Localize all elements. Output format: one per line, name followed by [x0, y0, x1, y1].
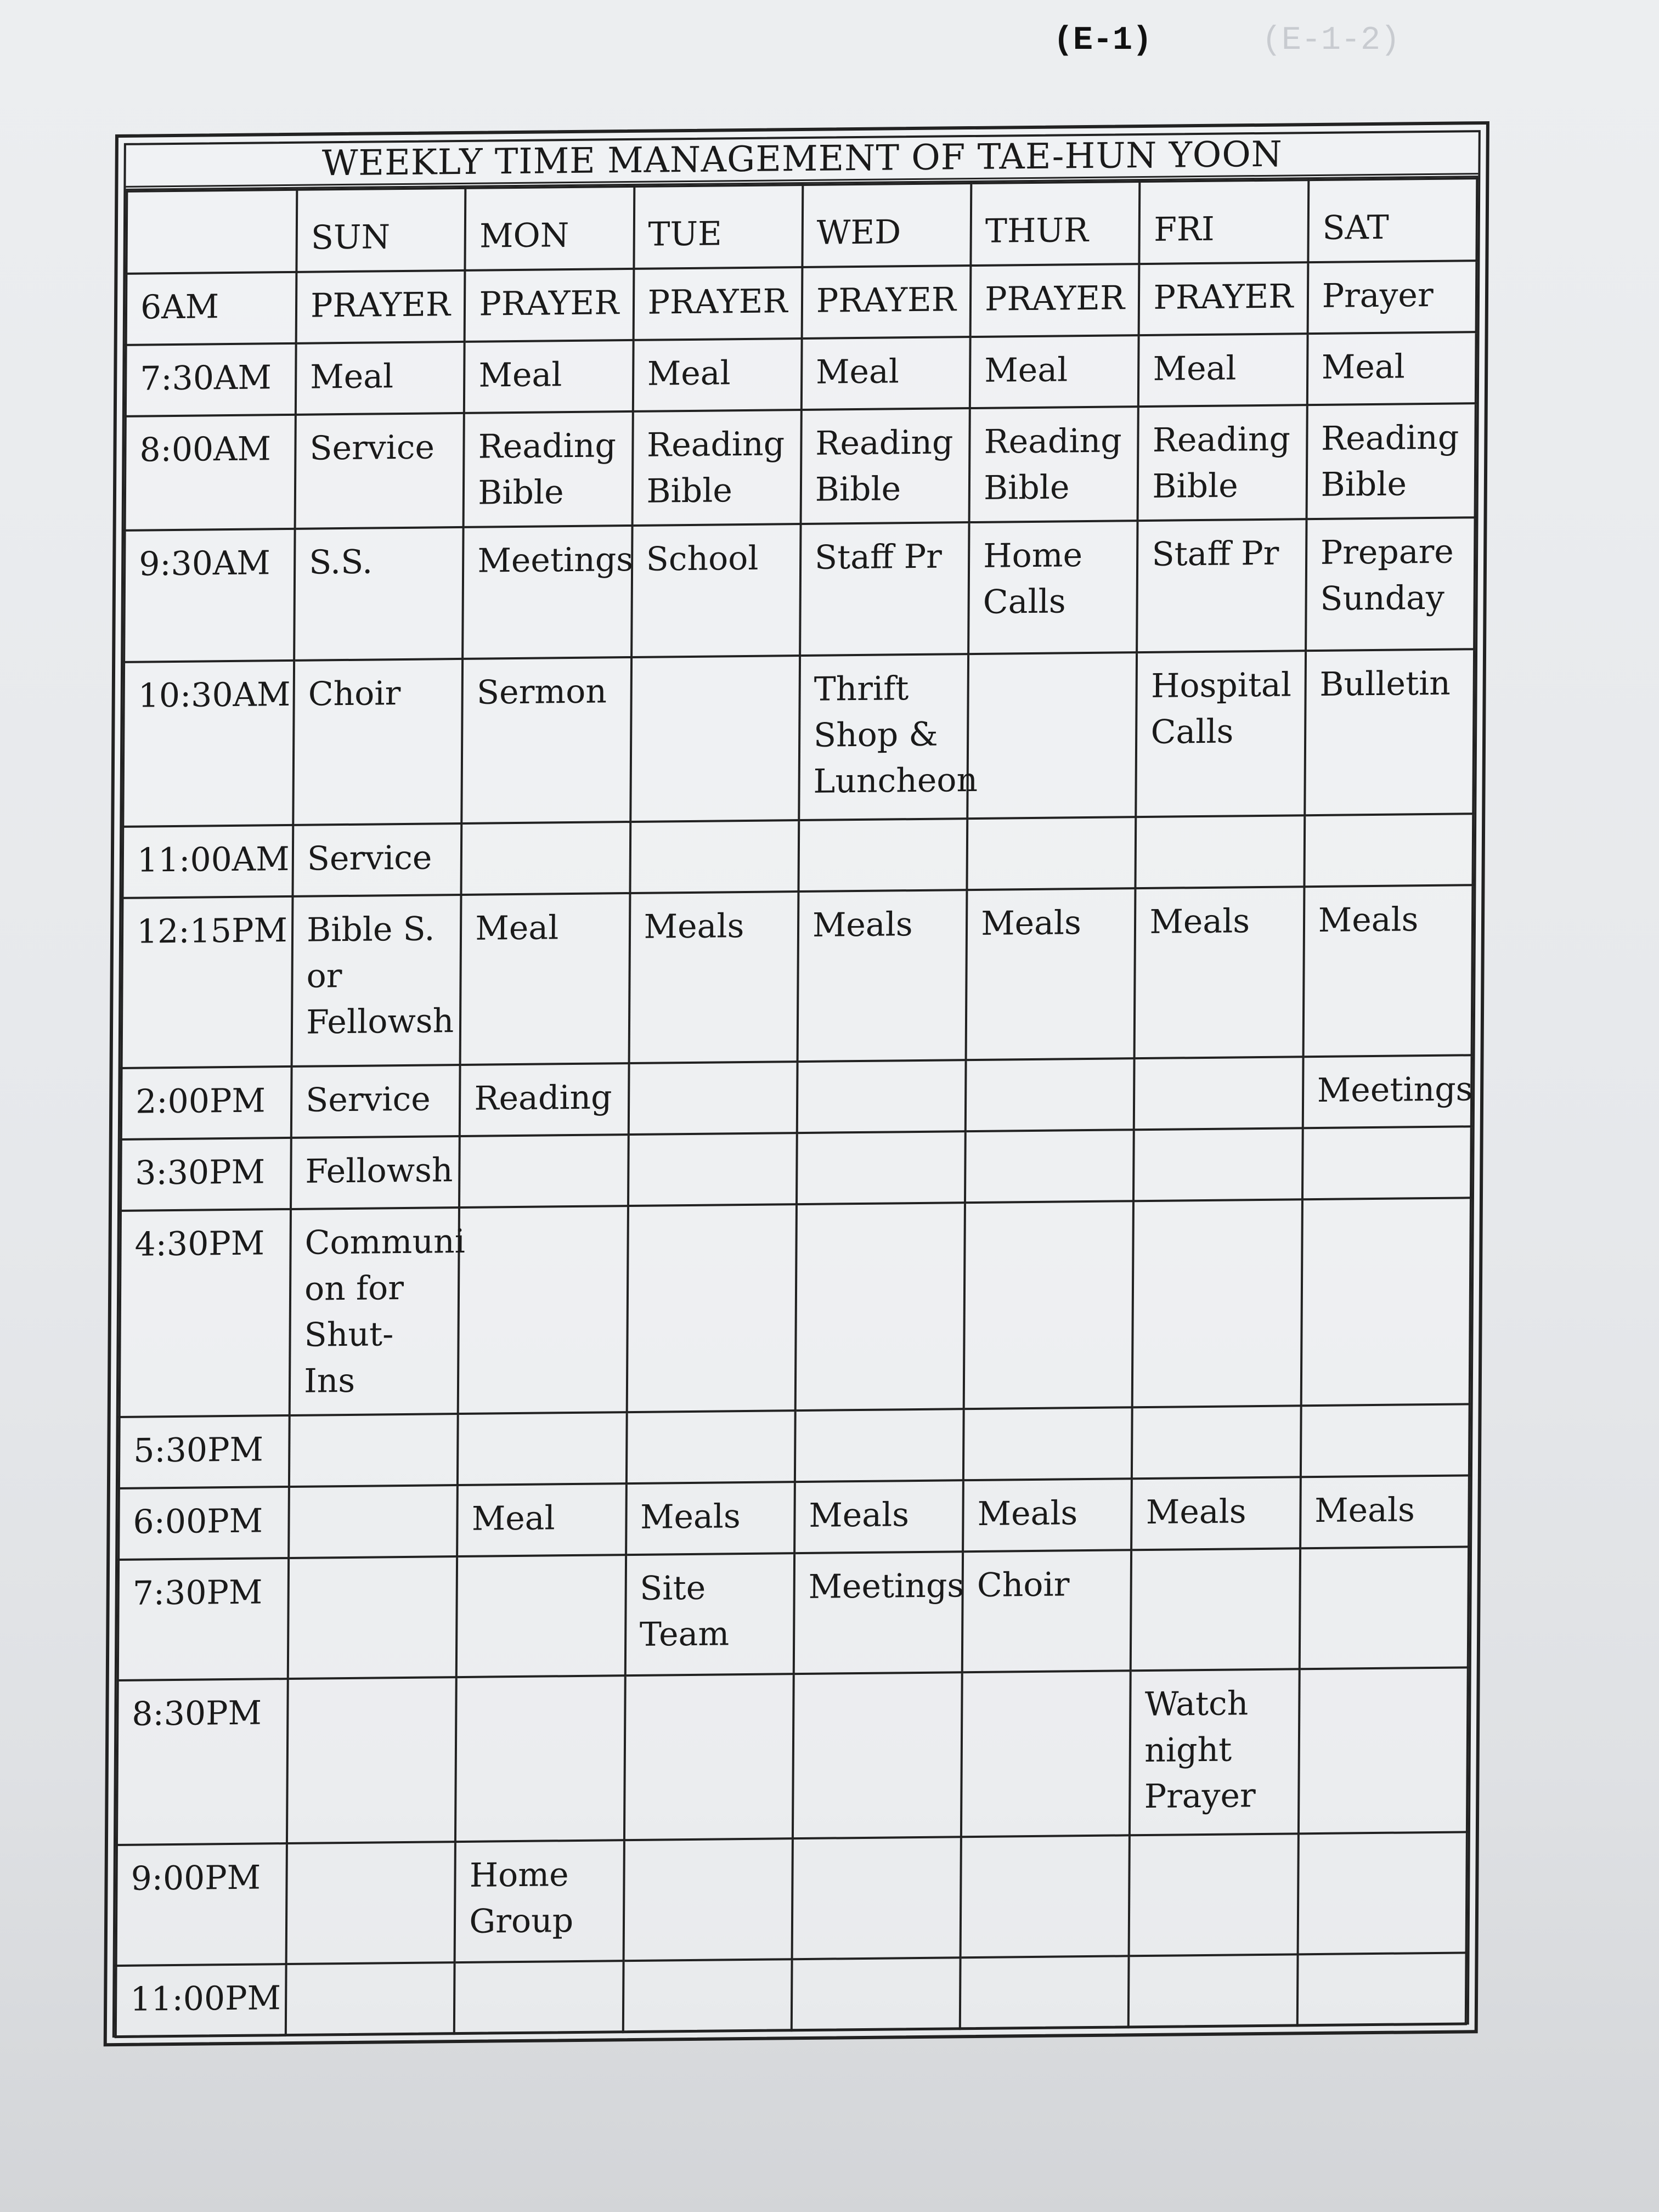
activity-cell: PRAYER	[970, 264, 1139, 337]
activity-cell: Prepare Sunday	[1306, 517, 1475, 651]
activity-cell	[1128, 1954, 1297, 2027]
activity-cell: Meal	[633, 338, 802, 411]
activity-cell: Meals	[797, 890, 967, 1062]
activity-cell	[1136, 815, 1305, 888]
schedule-row	[126, 332, 1476, 416]
activity-cell	[1132, 1406, 1301, 1479]
schedule-row	[125, 403, 1476, 531]
activity-cell	[627, 1204, 797, 1412]
day-header: FRI	[1139, 180, 1308, 264]
activity-cell: Service	[292, 823, 461, 896]
activity-cell	[967, 652, 1137, 819]
activity-cell: Meals	[626, 1482, 795, 1555]
activity-cell: Bulletin	[1305, 649, 1474, 815]
time-label: 4:30PM	[120, 1209, 291, 1417]
activity-cell: Meetings	[462, 526, 632, 659]
activity-cell	[1132, 1199, 1302, 1407]
activity-cell	[286, 1962, 455, 2035]
activity-cell: Watch night Prayer	[1130, 1669, 1299, 1835]
activity-cell	[289, 1414, 458, 1487]
schedule-row	[121, 1055, 1472, 1139]
activity-cell: Service	[295, 413, 465, 529]
activity-cell: Home Group	[455, 1840, 624, 1962]
activity-cell	[288, 1556, 458, 1679]
activity-cell: PRAYER	[465, 269, 634, 342]
activity-cell	[1304, 814, 1473, 887]
time-label: 9:00PM	[116, 1843, 287, 1966]
time-label: 6:00PM	[119, 1487, 289, 1560]
activity-cell	[630, 656, 800, 822]
day-header: MON	[465, 187, 634, 270]
activity-cell: Fellowsh	[291, 1136, 460, 1209]
activity-cell: School	[631, 524, 801, 657]
schedule-frame	[104, 121, 1489, 2046]
activity-cell	[963, 1407, 1132, 1480]
activity-cell: Meetings	[794, 1551, 963, 1674]
activity-cell: Home Calls	[968, 521, 1138, 654]
day-header: WED	[802, 183, 971, 267]
activity-cell: Meal	[457, 1483, 626, 1556]
activity-cell	[289, 1485, 458, 1558]
time-label: 7:30PM	[118, 1558, 289, 1680]
activity-cell: Meals	[963, 1479, 1132, 1551]
activity-cell	[1299, 1667, 1468, 1833]
activity-cell: Prayer	[1307, 261, 1476, 334]
activity-cell	[623, 1838, 793, 1961]
activity-cell: Reading Bible	[969, 407, 1139, 522]
time-label: 12:15PM	[122, 896, 293, 1068]
schedule-row	[122, 814, 1473, 898]
activity-cell	[1133, 1128, 1302, 1201]
activity-cell	[455, 1675, 625, 1842]
activity-cell: Meetings	[1302, 1055, 1471, 1128]
activity-cell: Staff Pr	[1137, 519, 1306, 652]
time-label: 8:30PM	[117, 1679, 288, 1845]
day-header: TUE	[634, 185, 803, 269]
time-header-cell	[126, 190, 297, 274]
activity-cell: Meals	[966, 888, 1136, 1060]
activity-cell: Reading Bible	[464, 411, 633, 527]
time-label: 11:00AM	[122, 825, 293, 898]
activity-cell	[454, 1961, 623, 2034]
time-label: 5:30PM	[119, 1415, 290, 1488]
activity-cell	[792, 1837, 961, 1959]
activity-cell: PRAYER	[296, 270, 465, 343]
activity-cell: Meal	[802, 337, 970, 410]
time-label: 7:30AM	[126, 343, 296, 416]
activity-cell: Meals	[629, 891, 798, 1063]
activity-cell	[626, 1410, 795, 1483]
schedule-row	[119, 1404, 1470, 1488]
activity-cell	[1134, 1057, 1303, 1130]
day-header: SAT	[1308, 178, 1477, 262]
activity-cell	[964, 1201, 1134, 1409]
activity-cell	[795, 1409, 964, 1482]
activity-cell: Meal	[460, 893, 630, 1065]
activity-cell	[456, 1555, 626, 1677]
schedule-title: WEEKLY TIME MANAGEMENT OF TAE-HUN YOON	[126, 132, 1478, 190]
schedule-row	[122, 885, 1473, 1068]
schedule-body	[116, 261, 1477, 2037]
activity-cell	[630, 820, 799, 893]
activity-cell: Site Team	[625, 1553, 794, 1675]
time-label: 11:00PM	[116, 1964, 286, 2037]
schedule-row	[118, 1547, 1469, 1680]
activity-cell: Meal	[464, 340, 633, 413]
activity-cell	[628, 1062, 797, 1135]
activity-cell	[961, 1835, 1130, 1957]
activity-cell	[624, 1674, 793, 1840]
activity-cell: Communi on for Shut-Ins	[290, 1207, 460, 1415]
activity-cell	[286, 1842, 456, 1964]
activity-cell	[1301, 1404, 1470, 1477]
activity-cell	[628, 1133, 797, 1206]
activity-cell: Meals	[1135, 887, 1304, 1058]
activity-cell: Bible S. or Fellowsh	[292, 895, 461, 1066]
activity-cell: Reading	[460, 1063, 629, 1136]
activity-cell: Reading Bible	[1306, 403, 1476, 519]
activity-cell	[1301, 1198, 1471, 1406]
activity-cell: Choir	[962, 1550, 1132, 1672]
activity-cell	[798, 819, 967, 891]
time-label: 8:00AM	[125, 415, 296, 531]
activity-cell	[960, 1956, 1129, 2029]
schedule-row	[117, 1667, 1468, 1845]
time-label: 2:00PM	[121, 1066, 292, 1139]
activity-cell	[797, 1131, 966, 1204]
activity-cell: Reading Bible	[800, 408, 970, 524]
time-label: 3:30PM	[121, 1138, 291, 1211]
activity-cell	[795, 1203, 966, 1410]
activity-cell: Service	[291, 1065, 460, 1138]
header-row	[126, 178, 1477, 274]
activity-cell	[1297, 1832, 1467, 1954]
activity-cell: Staff Pr	[800, 522, 969, 656]
time-label: 9:30AM	[124, 529, 295, 662]
day-header: THUR	[971, 182, 1140, 266]
schedule-row	[124, 517, 1475, 662]
schedule-table	[115, 177, 1479, 2038]
activity-cell: Reading Bible	[1138, 405, 1307, 521]
activity-cell: PRAYER	[1139, 262, 1308, 335]
activity-cell	[1302, 1126, 1471, 1199]
activity-cell: Meals	[794, 1480, 963, 1553]
schedule-row	[123, 649, 1474, 827]
activity-cell	[1297, 1953, 1466, 2025]
activity-cell: Meals	[1300, 1475, 1469, 1548]
activity-cell: Reading Bible	[632, 410, 802, 526]
activity-cell	[793, 1672, 962, 1838]
activity-cell	[459, 1135, 628, 1207]
schedule-row	[120, 1198, 1471, 1417]
activity-cell	[967, 817, 1136, 890]
activity-cell: Meal	[296, 342, 465, 415]
activity-cell: PRAYER	[802, 266, 970, 338]
activity-cell	[287, 1677, 456, 1843]
activity-cell	[797, 1060, 966, 1133]
activity-cell	[458, 1206, 628, 1414]
activity-cell	[965, 1130, 1134, 1203]
activity-cell: Meal	[1138, 334, 1307, 407]
schedule-row	[126, 261, 1477, 345]
activity-cell: Meal	[1307, 332, 1476, 405]
activity-cell	[1129, 1833, 1299, 1956]
activity-cell: Choir	[293, 659, 462, 825]
activity-cell: Meals	[1303, 885, 1472, 1057]
activity-cell: Sermon	[462, 657, 631, 823]
activity-cell: Meals	[1132, 1477, 1301, 1550]
schedule-row	[116, 1953, 1466, 2037]
activity-cell	[961, 1671, 1131, 1837]
activity-cell	[1131, 1548, 1300, 1671]
time-label: 10:30AM	[123, 661, 294, 827]
schedule-row	[121, 1126, 1471, 1211]
activity-cell: S.S.	[294, 527, 464, 661]
day-header: SUN	[296, 188, 465, 272]
activity-cell: Thrift Shop & Luncheon	[799, 654, 968, 820]
activity-cell	[966, 1058, 1135, 1131]
activity-cell: Meal	[970, 335, 1139, 408]
time-label: 6AM	[126, 272, 297, 345]
activity-cell	[461, 822, 630, 895]
schedule-inner	[112, 130, 1481, 2038]
activity-cell	[458, 1412, 627, 1485]
ghost-page-code: (E-1-2)	[1262, 22, 1401, 59]
activity-cell	[792, 1957, 961, 2030]
page-code: (E-1)	[1053, 22, 1153, 59]
schedule-row	[116, 1832, 1467, 1966]
activity-cell: Hospital Calls	[1136, 651, 1306, 817]
activity-cell	[623, 1959, 792, 2032]
schedule-row	[119, 1475, 1469, 1560]
activity-cell	[1299, 1547, 1469, 1669]
activity-cell: PRAYER	[633, 267, 802, 340]
